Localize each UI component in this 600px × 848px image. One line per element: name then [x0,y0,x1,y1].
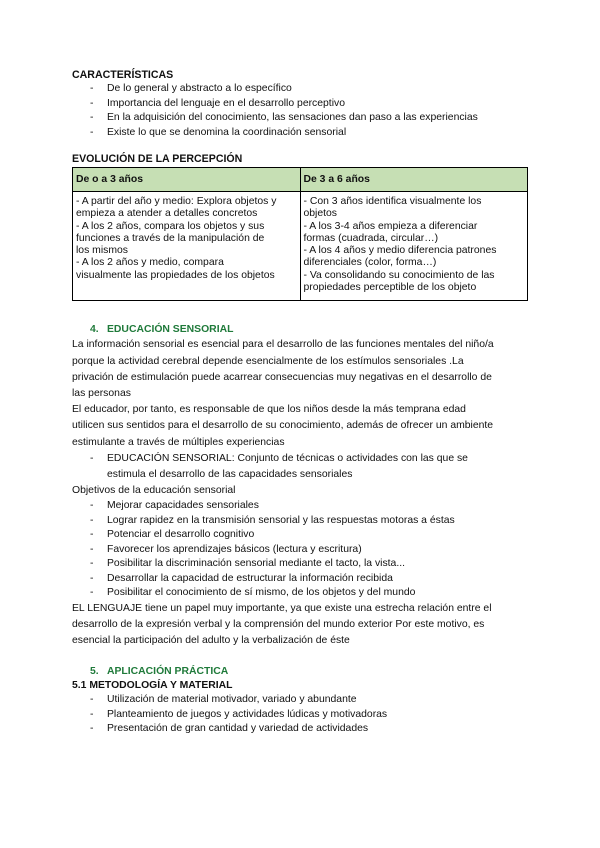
text-line: EL LENGUAJE tiene un papel muy importante, ya que existe una estrecha relación entre el [72,602,492,614]
text-line: estimula el desarrollo de las capacidades sensoriales [107,468,353,480]
caracteristicas-heading: CARACTERÍSTICAS [72,69,174,81]
list-item: - Desarrollar la capacidad de estructurar la información recibida [90,572,546,587]
text-line: desarrollo de la expresión verbal y la comprensión del mundo exterior Por este motivo, es [72,618,485,630]
aplicacion-practica-heading [72,665,546,679]
list-item: - De lo general y abstracto a lo específico [90,82,546,97]
cell-line: diferenciales (color, forma…) [303,257,437,269]
text-line: utilicen sus sentidos para el desarrollo de su conocimiento, además de ofrecer un ambiente [72,420,494,432]
table-row [73,192,528,301]
paragraph-informacion [72,337,546,402]
paragraph-educador [72,402,546,451]
cell-line: empieza a atender a detalles concretos [76,208,258,220]
metodologia-list [72,693,546,737]
column-header-0-3: De o a 3 años [73,168,301,192]
list-item [90,451,546,483]
objetivos-list [72,499,546,601]
list-item: - Posibilitar la discriminación sensorial mediante el tacto, la vista... [90,557,546,572]
table-header-row [73,168,528,192]
list-item: - Lograr rapidez en la transmisión sensorial y las respuestas motoras a éstas [90,514,546,529]
list-item: - Existe lo que se denomina la coordinación sensorial [90,126,546,141]
table-cell-3-6 [300,192,528,301]
text-line: porque la actividad cerebral depende esencialmente de los estímulos sensoriales .La [72,355,464,367]
educacion-sensorial-heading [72,323,546,337]
section-number: 5. [90,666,99,678]
text-line: - EDUCACIÓN SENSORIAL: Conjunto de técnicas o actividades con las que se [107,452,468,464]
definition-list [72,451,546,483]
section-number: 4. [90,324,99,336]
text-line: El educador, por tanto, es responsable de que los niños desde la más temprana edad [72,404,466,416]
metodologia-heading: 5.1 METODOLOGÍA Y MATERIAL [72,680,233,692]
section-title: EDUCACIÓN SENSORIAL [107,324,234,336]
list-item: - Potenciar el desarrollo cognitivo [90,528,546,543]
cell-line: - A partir del año y medio: Explora objetos y [76,196,277,207]
text-line: estimulante a través de múltiples experiencias [72,436,285,448]
text-line: esencial la participación del adulto y la verbalización de éste [72,634,350,646]
cell-line: objetos [303,208,338,220]
objetivos-heading: Objetivos de la educación sensorial [72,484,236,496]
list-item: - Utilización de material motivador, variado y abundante [90,693,546,708]
cell-line: los mismos [76,245,128,257]
cell-line: - A los 2 años y medio, compara [76,257,224,269]
cell-line: formas (cuadrada, circular…) [303,232,439,244]
list-item: - Presentación de gran cantidad y variedad de actividades [90,722,546,737]
list-item: - Importancia del lenguaje en el desarrollo perceptivo [90,97,546,112]
cell-line: funciones a través de la manipulación de [76,232,265,244]
text-line: privación de estimulación puede acarrear consecuencias muy negativas en el desarrollo de [72,371,492,383]
list-item: - Posibilitar el conocimiento de sí mismo, de los objetos y del mundo [90,586,546,601]
cell-line: - A los 3-4 años empieza a diferenciar [303,220,478,232]
text-line: las personas [72,387,131,399]
table-cell-0-3 [73,192,301,301]
cell-line: visualmente las propiedades de los objetos [76,269,275,281]
text-line: La información sensorial es esencial para el desarrollo de las funciones mentales del niño/a [72,339,494,351]
cell-line: - Va consolidando su conocimiento de las [303,269,495,281]
cell-line: propiedades perceptible de los objeto [303,282,477,294]
cell-line: - Con 3 años identifica visualmente los [303,196,482,207]
list-item: - Planteamiento de juegos y actividades lúdicas y motivadoras [90,708,546,723]
section-title: APLICACIÓN PRÁCTICA [107,666,229,678]
evolucion-heading: EVOLUCIÓN DE LA PERCEPCIÓN [72,153,243,165]
caracteristicas-list [72,82,546,140]
list-item: - Mejorar capacidades sensoriales [90,499,546,514]
column-header-3-6: De 3 a 6 años [300,168,528,192]
paragraph-lenguaje [72,601,546,650]
list-item: - Favorecer los aprendizajes básicos (lectura y escritura) [90,543,546,558]
list-item: - En la adquisición del conocimiento, las sensaciones dan paso a las experiencias [90,111,546,126]
cell-line: - A los 4 años y medio diferencia patrones [303,245,497,257]
cell-line: - A los 2 años, compara los objetos y sus [76,220,265,232]
evolucion-table [72,167,528,301]
